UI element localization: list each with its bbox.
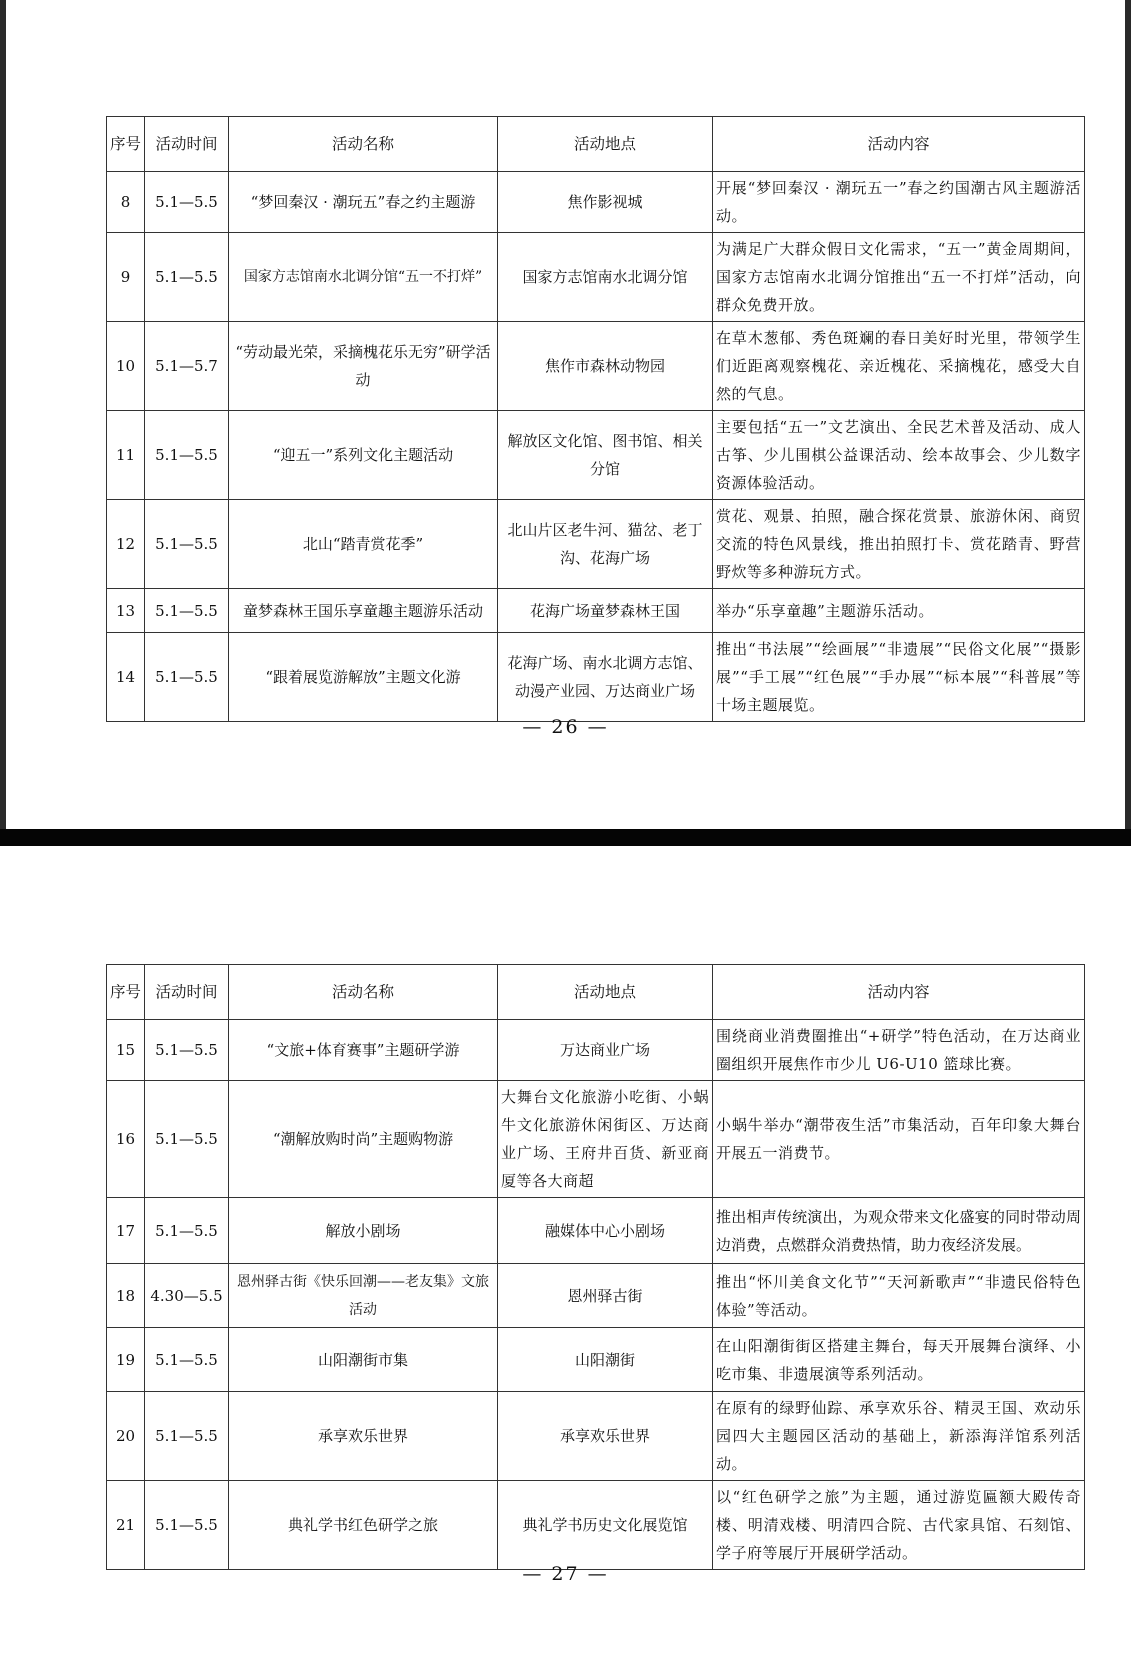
row-time: 5.1—5.5 <box>145 633 229 722</box>
row-time: 5.1—5.5 <box>145 500 229 589</box>
table-row <box>107 633 1085 722</box>
table-row <box>107 1264 1085 1328</box>
row-name: 国家方志馆南水北调分馆“五一不打烊” <box>229 233 498 322</box>
row-no: 9 <box>107 233 145 322</box>
row-content: 主要包括“五一”文艺演出、全民艺术普及活动、成人古筝、少儿围棋公益课活动、绘本故事会、少儿数字资源体验活动。 <box>713 411 1085 500</box>
header-content: 活动内容 <box>713 117 1085 172</box>
row-content: 在草木葱郁、秀色斑斓的春日美好时光里，带领学生们近距离观察槐花、亲近槐花、采摘槐花，感受大自然的气息。 <box>713 322 1085 411</box>
row-place: 焦作市森林动物园 <box>498 322 713 411</box>
row-content: 在原有的绿野仙踪、承享欢乐谷、精灵王国、欢动乐园四大主题园区活动的基础上，新添海洋馆系列活动。 <box>713 1392 1085 1481</box>
header-content: 活动内容 <box>713 965 1085 1020</box>
header-time: 活动时间 <box>145 965 229 1020</box>
row-name: 解放小剧场 <box>229 1198 498 1264</box>
table-header-row <box>107 965 1085 1020</box>
table-row <box>107 1392 1085 1481</box>
page-separator <box>0 829 1131 846</box>
row-no: 12 <box>107 500 145 589</box>
row-content: 举办“乐享童趣”主题游乐活动。 <box>713 589 1085 633</box>
table-row <box>107 500 1085 589</box>
row-time: 5.1—5.5 <box>145 1081 229 1198</box>
row-no: 14 <box>107 633 145 722</box>
row-content: 小蜗牛举办“潮带夜生活”市集活动，百年印象大舞台开展五一消费节。 <box>713 1081 1085 1198</box>
row-no: 19 <box>107 1328 145 1392</box>
row-place: 花海广场、南水北调方志馆、动漫产业园、万达商业广场 <box>498 633 713 722</box>
activity-table-page-26 <box>106 116 1085 722</box>
row-name: 恩州驿古街《快乐回潮——老友集》文旅活动 <box>229 1264 498 1328</box>
row-name: “梦回秦汉 · 潮玩五”春之约主题游 <box>229 172 498 233</box>
header-no: 序号 <box>107 117 145 172</box>
row-no: 20 <box>107 1392 145 1481</box>
row-name: 童梦森林王国乐享童趣主题游乐活动 <box>229 589 498 633</box>
table-row <box>107 1020 1085 1081</box>
row-place: 花海广场童梦森林王国 <box>498 589 713 633</box>
row-no: 8 <box>107 172 145 233</box>
table-row <box>107 1198 1085 1264</box>
table-row <box>107 233 1085 322</box>
row-no: 11 <box>107 411 145 500</box>
row-no: 13 <box>107 589 145 633</box>
activity-table-page-27 <box>106 964 1085 1570</box>
table-row <box>107 172 1085 233</box>
header-name: 活动名称 <box>229 965 498 1020</box>
header-place: 活动地点 <box>498 117 713 172</box>
row-content: 在山阳潮街街区搭建主舞台，每天开展舞台演绎、小吃市集、非遗展演等系列活动。 <box>713 1328 1085 1392</box>
table-row <box>107 1328 1085 1392</box>
row-name: “劳动最光荣，采摘槐花乐无穷”研学活动 <box>229 322 498 411</box>
row-name: “潮解放购时尚”主题购物游 <box>229 1081 498 1198</box>
row-time: 5.1—5.5 <box>145 172 229 233</box>
row-place: 典礼学书历史文化展览馆 <box>498 1481 713 1570</box>
page-number-27: — 27 — <box>522 1563 609 1585</box>
row-name: 承享欢乐世界 <box>229 1392 498 1481</box>
row-time: 5.1—5.5 <box>145 1328 229 1392</box>
row-name: 北山“踏青赏花季” <box>229 500 498 589</box>
row-place: 解放区文化馆、图书馆、相关分馆 <box>498 411 713 500</box>
row-content: 开展“梦回秦汉 · 潮玩五一”春之约国潮古风主题游活动。 <box>713 172 1085 233</box>
row-time: 5.1—5.5 <box>145 1198 229 1264</box>
row-time: 5.1—5.5 <box>145 233 229 322</box>
row-no: 17 <box>107 1198 145 1264</box>
row-content: 以“红色研学之旅”为主题，通过游览匾额大殿传奇楼、明清戏楼、明清四合院、古代家具馆、石刻馆、学子府等展厅开展研学活动。 <box>713 1481 1085 1570</box>
row-content: 推出“怀川美食文化节”“天河新歌声”“非遗民俗特色体验”等活动。 <box>713 1264 1085 1328</box>
row-name: “文旅+体育赛事”主题研学游 <box>229 1020 498 1081</box>
row-content: 推出相声传统演出，为观众带来文化盛宴的同时带动周边消费，点燃群众消费热情，助力夜经济发展。 <box>713 1198 1085 1264</box>
table-row <box>107 1481 1085 1570</box>
table-row <box>107 1081 1085 1198</box>
header-name: 活动名称 <box>229 117 498 172</box>
row-no: 10 <box>107 322 145 411</box>
row-time: 5.1—5.5 <box>145 411 229 500</box>
row-no: 18 <box>107 1264 145 1328</box>
scan-edge-left <box>0 0 6 829</box>
header-time: 活动时间 <box>145 117 229 172</box>
row-name: 典礼学书红色研学之旅 <box>229 1481 498 1570</box>
table-row <box>107 589 1085 633</box>
table-row <box>107 411 1085 500</box>
row-place: 承享欢乐世界 <box>498 1392 713 1481</box>
row-place: 焦作影视城 <box>498 172 713 233</box>
row-time: 5.1—5.5 <box>145 1481 229 1570</box>
row-place: 万达商业广场 <box>498 1020 713 1081</box>
row-place: 山阳潮街 <box>498 1328 713 1392</box>
row-place: 融媒体中心小剧场 <box>498 1198 713 1264</box>
row-time: 4.30—5.5 <box>145 1264 229 1328</box>
row-time: 5.1—5.5 <box>145 589 229 633</box>
row-name: “迎五一”系列文化主题活动 <box>229 411 498 500</box>
header-no: 序号 <box>107 965 145 1020</box>
table-row <box>107 322 1085 411</box>
row-place: 国家方志馆南水北调分馆 <box>498 233 713 322</box>
row-place: 北山片区老牛河、猫岔、老丁沟、花海广场 <box>498 500 713 589</box>
row-no: 15 <box>107 1020 145 1081</box>
row-content: 围绕商业消费圈推出“+研学”特色活动，在万达商业圈组织开展焦作市少儿 U6-U10 篮球比赛。 <box>713 1020 1085 1081</box>
row-name: 山阳潮街市集 <box>229 1328 498 1392</box>
row-place: 大舞台文化旅游小吃街、小蜗牛文化旅游休闲街区、万达商业广场、王府井百货、新亚商厦等各大商超 <box>498 1081 713 1198</box>
row-name: “跟着展览游解放”主题文化游 <box>229 633 498 722</box>
row-place: 恩州驿古街 <box>498 1264 713 1328</box>
row-no: 21 <box>107 1481 145 1570</box>
row-content: 为满足广大群众假日文化需求，“五一”黄金周期间，国家方志馆南水北调分馆推出“五一不打烊”活动，向群众免费开放。 <box>713 233 1085 322</box>
scan-edge-right <box>1125 0 1131 829</box>
row-time: 5.1—5.5 <box>145 1020 229 1081</box>
row-no: 16 <box>107 1081 145 1198</box>
row-content: 赏花、观景、拍照，融合探花赏景、旅游休闲、商贸交流的特色风景线，推出拍照打卡、赏花踏青、野营野炊等多种游玩方式。 <box>713 500 1085 589</box>
page-number-26: — 26 — <box>522 716 609 738</box>
header-place: 活动地点 <box>498 965 713 1020</box>
table-header-row <box>107 117 1085 172</box>
row-time: 5.1—5.7 <box>145 322 229 411</box>
row-content: 推出“书法展”“绘画展”“非遗展”“民俗文化展”“摄影展”“手工展”“红色展”“手办展”“标本展”“科普展”等十场主题展览。 <box>713 633 1085 722</box>
row-time: 5.1—5.5 <box>145 1392 229 1481</box>
